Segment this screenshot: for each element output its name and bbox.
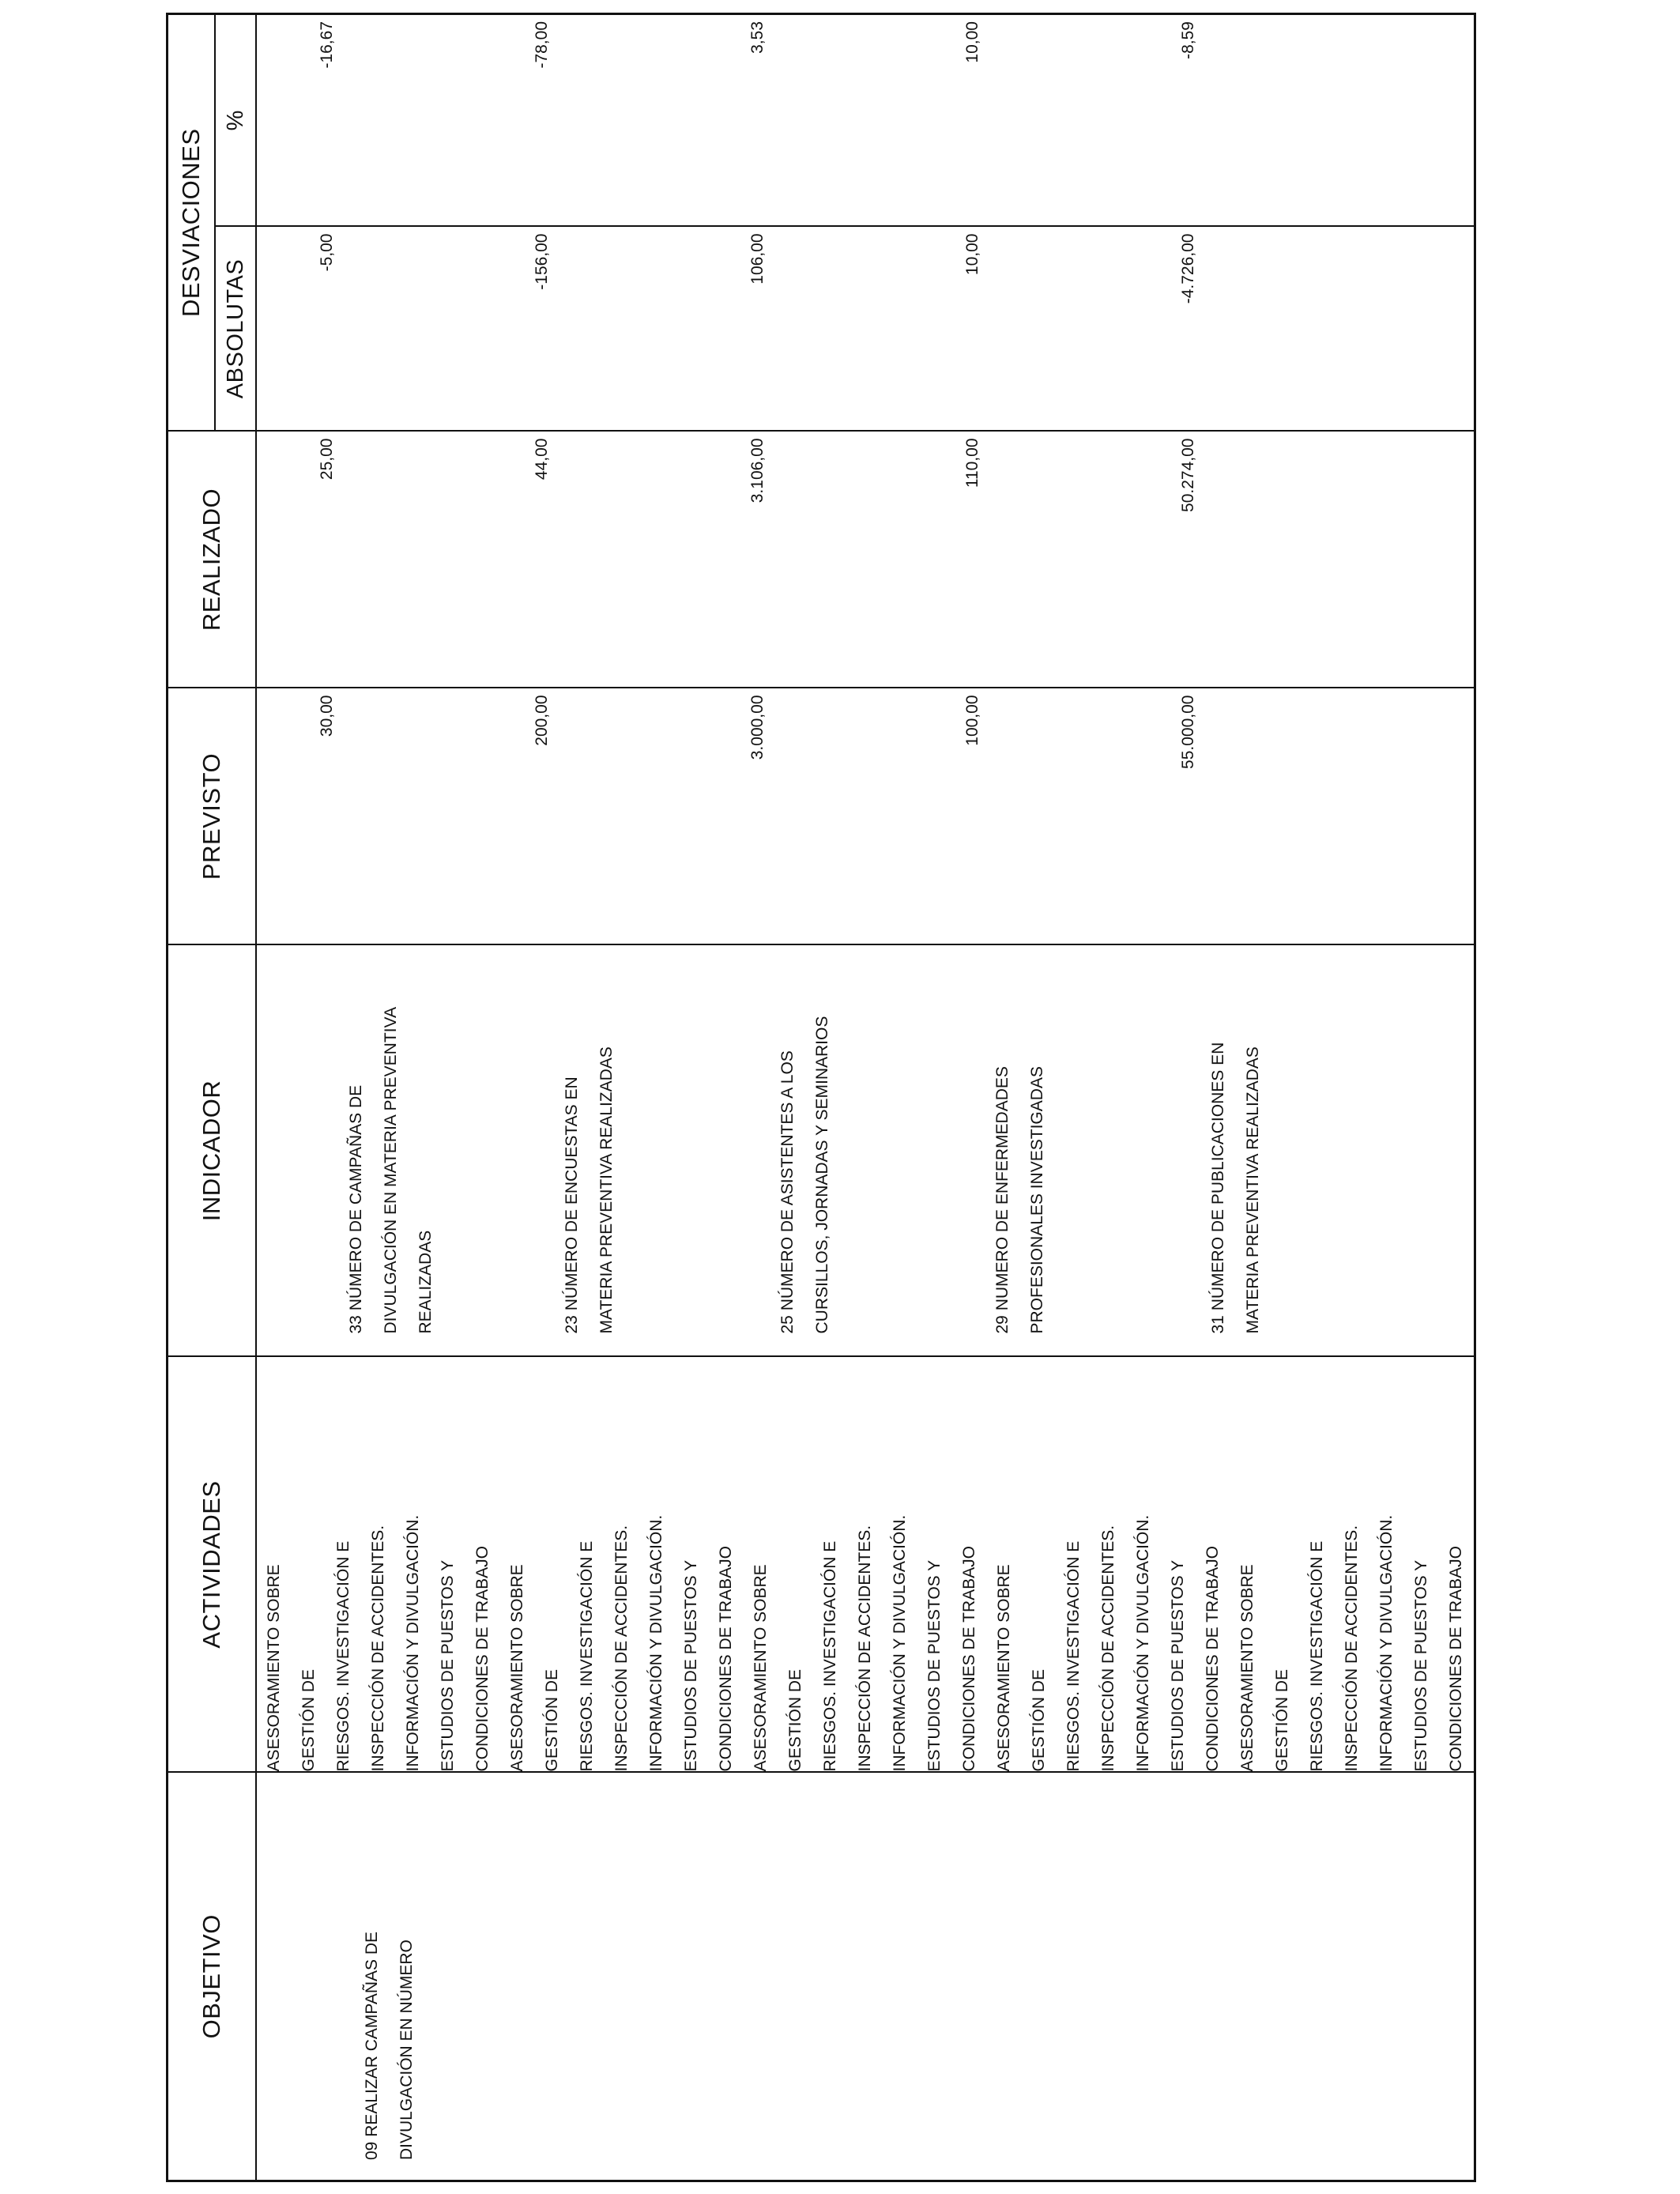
- actividad-line: CONDICIONES DE TRABAJO: [473, 1546, 492, 1772]
- header-desviaciones: DESVIACIONES: [168, 14, 216, 432]
- previsto-cell: [256, 688, 1475, 945]
- actividad-line: RIESGOS. INVESTIGACIÓN E: [821, 1540, 839, 1772]
- actividad-line: INFORMACIÓN Y DIVULGACIÓN.: [891, 1514, 909, 1772]
- absolutas-value: -5,00: [318, 233, 336, 272]
- actividad-line: CONDICIONES DE TRABAJO: [1447, 1546, 1465, 1772]
- realizado-value: 3.106,00: [748, 438, 767, 503]
- realizado-cell: [256, 432, 1475, 688]
- rotated-report-sheet: [166, 15, 1465, 2182]
- actividad-line: ASESORAMIENTO SOBRE GESTIÓN DE: [265, 1564, 318, 1772]
- indicador-item: [770, 1002, 840, 1334]
- indicador-item: [339, 1002, 443, 1334]
- indicador-line: MATERIA PREVENTIVA REALIZADAS: [597, 1046, 616, 1334]
- actividad-line: INFORMACIÓN Y DIVULGACIÓN.: [1134, 1514, 1152, 1772]
- absolutas-cell: [256, 227, 1475, 432]
- header-porcentaje: %: [215, 14, 256, 227]
- actividad-line: INFORMACIÓN Y DIVULGACIÓN.: [1377, 1514, 1396, 1772]
- absolutas-value: -4.726,00: [1179, 233, 1197, 304]
- actividad-line: CONDICIONES DE TRABAJO: [717, 1546, 735, 1772]
- actividad-line: INSPECCIÓN DE ACCIDENTES.: [1343, 1525, 1361, 1772]
- actividad-block: [257, 1487, 500, 1772]
- actividad-line: CONDICIONES DE TRABAJO: [960, 1546, 978, 1772]
- actividad-line: ESTUDIOS DE PUESTOS Y: [682, 1559, 700, 1772]
- realizado-value: 50.274,00: [1179, 438, 1197, 512]
- actividad-line: ASESORAMIENTO SOBRE GESTIÓN DE: [508, 1564, 561, 1772]
- actividad-line: CONDICIONES DE TRABAJO: [1203, 1546, 1222, 1772]
- porcentaje-value: -8,59: [1179, 21, 1197, 59]
- objetivo-cell: [256, 1773, 1475, 2181]
- actividad-line: ESTUDIOS DE PUESTOS Y: [1412, 1559, 1430, 1772]
- previsto-value: 100,00: [963, 695, 981, 746]
- indicador-line: 33 NÚMERO DE CAMPAÑAS DE: [347, 1084, 365, 1334]
- realizado-value: 44,00: [533, 438, 551, 481]
- indicador-line: MATERIA PREVENTIVA REALIZADAS: [1244, 1046, 1262, 1334]
- indicador-line: 23 NÚMERO DE ENCUESTAS EN: [563, 1076, 581, 1334]
- actividad-block: [744, 1487, 987, 1772]
- header-objetivo: OBJETIVO: [168, 1773, 257, 2181]
- actividad-line: RIESGOS. INVESTIGACIÓN E: [1064, 1540, 1083, 1772]
- indicador-item: [985, 1002, 1055, 1334]
- previsto-value: 3.000,00: [748, 695, 767, 760]
- header-row: [168, 14, 216, 2181]
- header-previsto: PREVISTO: [168, 688, 257, 945]
- header-realizado: REALIZADO: [168, 432, 257, 688]
- actividad-block: [500, 1487, 744, 1772]
- actividad-line: INFORMACIÓN Y DIVULGACIÓN.: [404, 1514, 422, 1772]
- absolutas-value: -156,00: [533, 233, 551, 290]
- indicador-line: DIVULGACIÓN EN MATERIA PREVENTIVA: [382, 1007, 400, 1334]
- porcentaje-value: 3,53: [748, 21, 767, 54]
- actividad-block: [987, 1487, 1230, 1772]
- actividad-block: [1230, 1487, 1474, 1772]
- actividad-line: INSPECCIÓN DE ACCIDENTES.: [612, 1525, 631, 1772]
- indicador-cell: [256, 945, 1475, 1357]
- actividades-cell: [256, 1357, 1475, 1773]
- actividad-line: ESTUDIOS DE PUESTOS Y: [439, 1559, 457, 1772]
- header-indicador: INDICADOR: [168, 945, 257, 1357]
- actividad-line: RIESGOS. INVESTIGACIÓN E: [578, 1540, 596, 1772]
- objectives-indicators-table: [166, 13, 1476, 2182]
- porcentaje-value: -78,00: [533, 21, 551, 69]
- indicador-line: CURSILLOS, JORNADAS Y SEMINARIOS: [813, 1016, 831, 1334]
- actividad-line: RIESGOS. INVESTIGACIÓN E: [334, 1540, 352, 1772]
- previsto-value: 200,00: [533, 695, 551, 746]
- actividad-line: INSPECCIÓN DE ACCIDENTES.: [369, 1525, 387, 1772]
- actividad-line: ESTUDIOS DE PUESTOS Y: [925, 1559, 944, 1772]
- table-row: [256, 14, 1475, 2181]
- actividad-line: INSPECCIÓN DE ACCIDENTES.: [1099, 1525, 1117, 1772]
- actividad-line: ASESORAMIENTO SOBRE GESTIÓN DE: [751, 1564, 804, 1772]
- indicador-line: REALIZADAS: [416, 1230, 435, 1334]
- indicador-item: [1201, 1002, 1271, 1334]
- header-actividades: ACTIVIDADES: [168, 1357, 257, 1773]
- realizado-value: 25,00: [318, 438, 336, 481]
- header-absolutas: ABSOLUTAS: [215, 227, 256, 432]
- actividad-line: ASESORAMIENTO SOBRE GESTIÓN DE: [995, 1564, 1048, 1772]
- actividad-line: INSPECCIÓN DE ACCIDENTES.: [856, 1525, 874, 1772]
- previsto-value: 30,00: [318, 695, 336, 737]
- objetivo-line: 09 REALIZAR CAMPAÑAS DE: [363, 1931, 381, 2160]
- porcentaje-cell: [256, 14, 1475, 227]
- indicador-line: 31 NÚMERO DE PUBLICACIONES EN: [1209, 1042, 1227, 1334]
- absolutas-value: 10,00: [963, 233, 981, 276]
- previsto-value: 55.000,00: [1179, 695, 1197, 769]
- absolutas-value: 106,00: [748, 233, 767, 285]
- actividad-line: ESTUDIOS DE PUESTOS Y: [1169, 1559, 1187, 1772]
- indicador-item: [555, 1002, 624, 1334]
- realizado-value: 110,00: [963, 438, 981, 488]
- porcentaje-value: 10,00: [963, 21, 981, 63]
- actividad-line: INFORMACIÓN Y DIVULGACIÓN.: [647, 1514, 665, 1772]
- actividad-line: ASESORAMIENTO SOBRE GESTIÓN DE: [1238, 1564, 1291, 1772]
- indicador-line: 25 NÚMERO DE ASISTENTES A LOS: [778, 1050, 797, 1334]
- porcentaje-value: -16,67: [318, 21, 336, 69]
- indicador-line: 29 NUMERO DE ENFERMEDADES: [993, 1066, 1011, 1334]
- indicador-line: PROFESIONALES INVESTIGADAS: [1028, 1066, 1046, 1334]
- objetivo-line: DIVULGACIÓN EN NÚMERO: [397, 1940, 416, 2160]
- actividad-line: RIESGOS. INVESTIGACIÓN E: [1308, 1540, 1326, 1772]
